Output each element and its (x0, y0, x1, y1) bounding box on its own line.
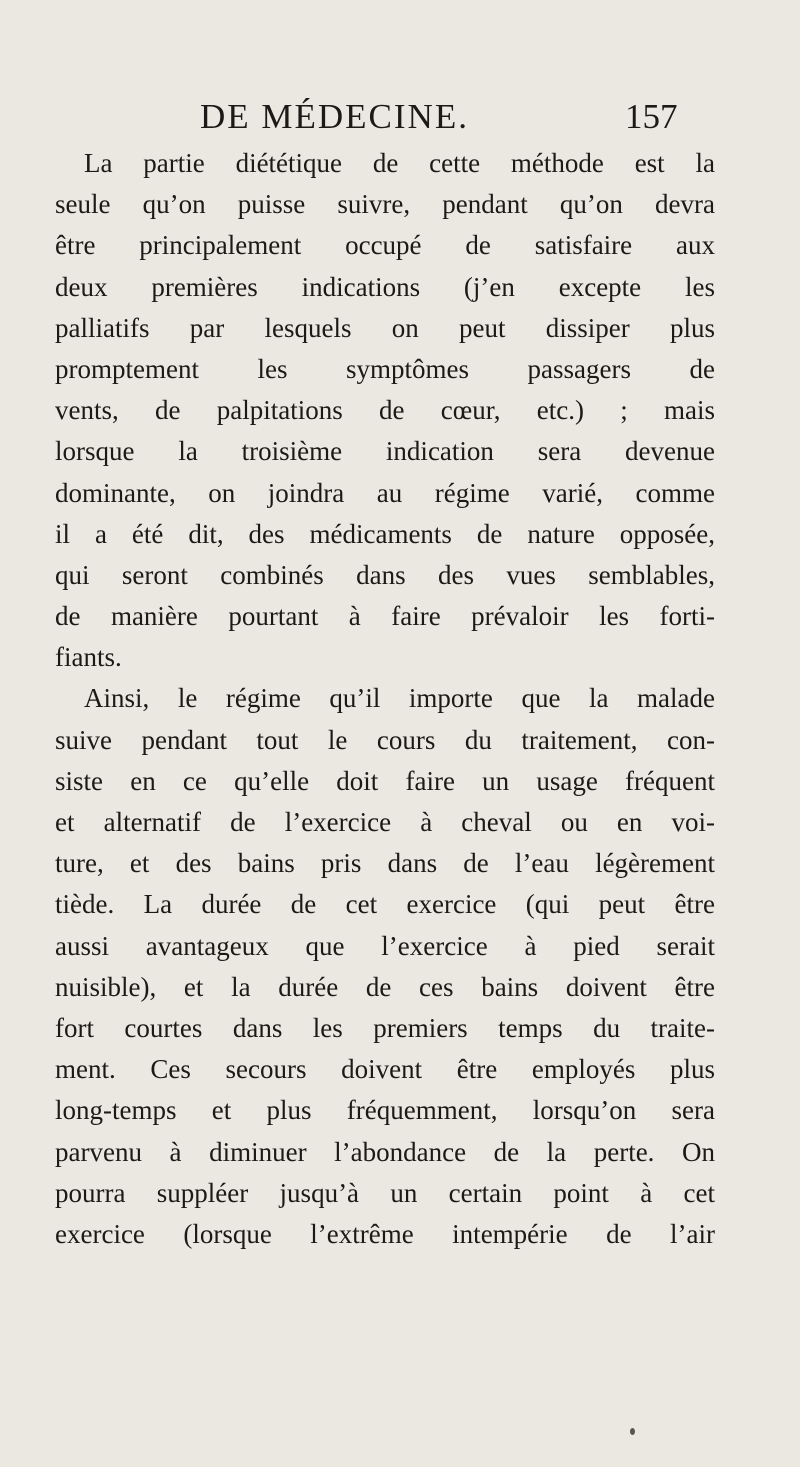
text-line: long-temps et plus fréquemment, lorsqu’on sera (55, 1095, 715, 1126)
text-line: promptement les symptômes passagers de (55, 353, 715, 384)
paragraph-1 (55, 143, 715, 678)
text-line: fiants. (55, 642, 122, 673)
text-line: exercice (lorsque l’extrême intempérie de l’air (55, 1218, 715, 1249)
text-line: fort courtes dans les premiers temps du traite- (55, 1012, 715, 1043)
paragraph-2 (55, 678, 715, 1255)
text-line: ment. Ces secours doivent être employés plus (55, 1054, 715, 1085)
text-line: dominante, on joindra au régime varié, comme (55, 477, 715, 508)
text-line: siste en ce qu’elle doit faire un usage fréquent (55, 765, 715, 796)
text-line: de manière pourtant à faire prévaloir les forti- (55, 601, 715, 632)
body-text (55, 143, 715, 1255)
text-line: La partie diététique de cette méthode est la (84, 148, 715, 178)
text-line: qui seront combinés dans des vues semblables, (55, 559, 715, 590)
text-line: être principalement occupé de satisfaire aux (55, 230, 715, 261)
text-line: suive pendant tout le cours du traitement, con- (55, 724, 715, 755)
text-line: parvenu à diminuer l’abondance de la perte. On (55, 1136, 715, 1167)
text-line: Ainsi, le régime qu’il importe que la malade (84, 683, 715, 714)
page-number: 157 (625, 97, 678, 136)
text-line: vents, de palpitations de cœur, etc.) ; mais (55, 395, 715, 426)
text-line: ture, et des bains pris dans de l’eau légèrement (55, 848, 715, 879)
text-line: aussi avantageux que l’exercice à pied serait (55, 930, 715, 961)
text-line: pourra suppléer jusqu’à un certain point à cet (55, 1177, 715, 1208)
running-title: DE MÉDECINE. (200, 97, 469, 136)
running-header (0, 97, 800, 141)
text-line: lorsque la troisième indication sera devenue (55, 436, 715, 467)
text-line: deux premières indications (j’en excepte les (55, 271, 715, 302)
text-line: il a été dit, des médicaments de nature opposée, (55, 518, 715, 549)
text-line: palliatifs par lesquels on peut dissiper plus (55, 312, 715, 343)
text-line: tiède. La durée de cet exercice (qui peut être (55, 889, 715, 920)
paper-speck (630, 1428, 635, 1435)
text-line: nuisible), et la durée de ces bains doivent être (55, 971, 715, 1002)
text-line: seule qu’on puisse suivre, pendant qu’on devra (55, 189, 715, 220)
text-line: et alternatif de l’exercice à cheval ou en voi- (55, 807, 715, 837)
